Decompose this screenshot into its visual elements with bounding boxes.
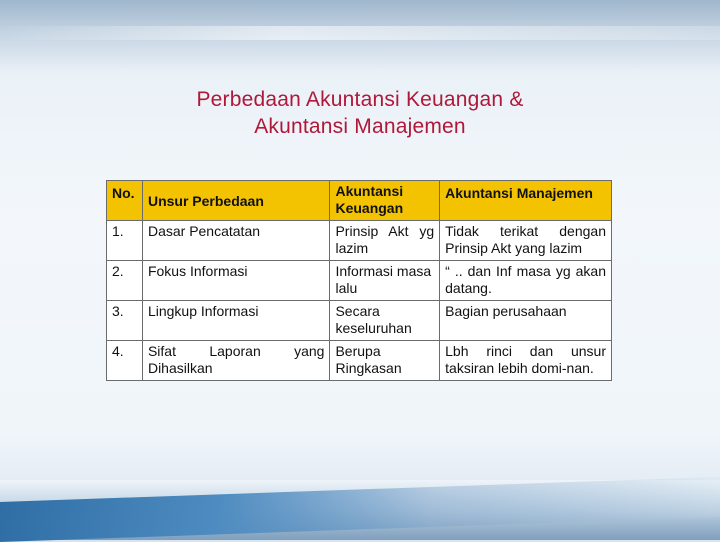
cell-unsur: Lingkup Informasi bbox=[142, 301, 330, 341]
header-akuntansi-manajemen: Akuntansi Manajemen bbox=[440, 181, 612, 221]
cell-keuangan: Berupa Ringkasan bbox=[330, 341, 440, 381]
cell-no: 3. bbox=[107, 301, 143, 341]
cell-no: 1. bbox=[107, 221, 143, 261]
slide-title bbox=[120, 86, 600, 140]
cell-unsur: Dasar Pencatatan bbox=[142, 221, 330, 261]
cell-unsur: Sifat Laporan yang Dihasilkan bbox=[142, 341, 330, 381]
table-header-row bbox=[107, 181, 612, 221]
cell-no: 4. bbox=[107, 341, 143, 381]
cell-no: 2. bbox=[107, 261, 143, 301]
cell-manajemen: Lbh rinci dan unsur taksiran lebih domi-nan. bbox=[440, 341, 612, 381]
table-row bbox=[107, 221, 612, 261]
table-row bbox=[107, 261, 612, 301]
header-unsur-perbedaan: Unsur Perbedaan bbox=[142, 181, 330, 221]
header-no: No. bbox=[107, 181, 143, 221]
cell-keuangan: Prinsip Akt yg lazim bbox=[330, 221, 440, 261]
table-row bbox=[107, 301, 612, 341]
cell-keuangan: Secara keseluruhan bbox=[330, 301, 440, 341]
cell-manajemen: Tidak terikat dengan Prinsip Akt yang lazim bbox=[440, 221, 612, 261]
cell-unsur: Fokus Informasi bbox=[142, 261, 330, 301]
cell-manajemen: Bagian perusahaan bbox=[440, 301, 612, 341]
bottom-decorative-band bbox=[0, 480, 720, 540]
top-decorative-band bbox=[0, 0, 720, 70]
title-line-2: Akuntansi Manajemen bbox=[254, 115, 466, 138]
table-row bbox=[107, 341, 612, 381]
comparison-table bbox=[106, 180, 612, 381]
title-line-1: Perbedaan Akuntansi Keuangan & bbox=[196, 88, 524, 111]
cell-manajemen: “ .. dan Inf masa yg akan datang. bbox=[440, 261, 612, 301]
cell-keuangan: Informasi masa lalu bbox=[330, 261, 440, 301]
header-akuntansi-keuangan: Akuntansi Keuangan bbox=[330, 181, 440, 221]
